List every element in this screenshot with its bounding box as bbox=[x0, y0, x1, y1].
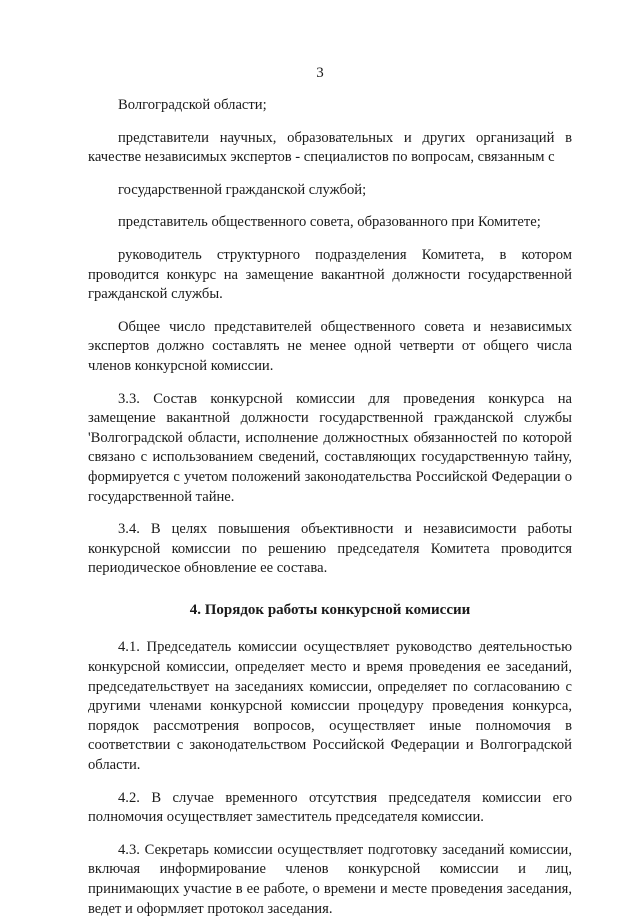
page-number: 3 bbox=[316, 65, 324, 81]
paragraph-4-3: 4.3. Секретарь комиссии осуществляет подготовку заседаний комиссии, включая информирование членов конкурсной комиссии и лиц, принимающих участие в ее работе, о времени и месте проведения заседания, ведет и оформляет протокол заседания. bbox=[88, 841, 572, 917]
document-body bbox=[88, 96, 572, 919]
paragraph-civil-service: государственной гражданской службой; bbox=[118, 181, 367, 198]
paragraph-4-2: 4.2. В случае временного отсутствия председателя комиссии его полномочия осуществляет заместитель председателя комиссии. bbox=[88, 789, 572, 826]
section-title: 4. Порядок работы конкурсной комиссии bbox=[189, 601, 471, 618]
paragraph-head-of-unit: руководитель структурного подразделения Комитета, в котором проводится конкурс на замещение вакантной должности государственной гражданской службы. bbox=[88, 246, 572, 303]
paragraph-public-council: представитель общественного совета, образованного при Комитете; bbox=[118, 214, 541, 231]
paragraph-4-1: 4.1. Председатель комиссии осуществляет руководство деятельностью конкурсной комиссии, определяет место и время проведения ее заседаний, председательствует на заседаниях комиссии, определяет по согласованию с другими членами конкурсной комиссии процедуру проведения конкурса, порядок рассмотрения вопросов, осуществляет иные полномочия в соответствии с законодательством Российской Федерации и Волгоградской области. bbox=[88, 639, 572, 774]
paragraph-3-3: 3.3. Состав конкурсной комиссии для проведения конкурса на замещение вакантной должности государственной гражданской службы 'Волгоградской области, исполнение должностных обязанностей по которой связано с использованием сведений, составляющих государственную тайну, формируется с учетом положений законодательства Российской Федерации о государственной тайне. bbox=[88, 390, 572, 505]
paragraph-volgograd: Волгоградской области; bbox=[118, 97, 267, 113]
paragraph-total-number: Общее число представителей общественного совета и независимых экспертов должно составлять не менее одной четверти от общего числа членов конкурсной комиссии. bbox=[88, 318, 572, 374]
paragraph-experts: представители научных, образовательных и других организаций в качестве независимых экспертов - специалистов по вопросам, связанным с bbox=[88, 129, 572, 166]
paragraph-3-4: 3.4. В целях повышения объективности и независимости работы конкурсной комиссии по решению председателя Комитета проводится периодическое обновление ее состава. bbox=[88, 521, 572, 577]
